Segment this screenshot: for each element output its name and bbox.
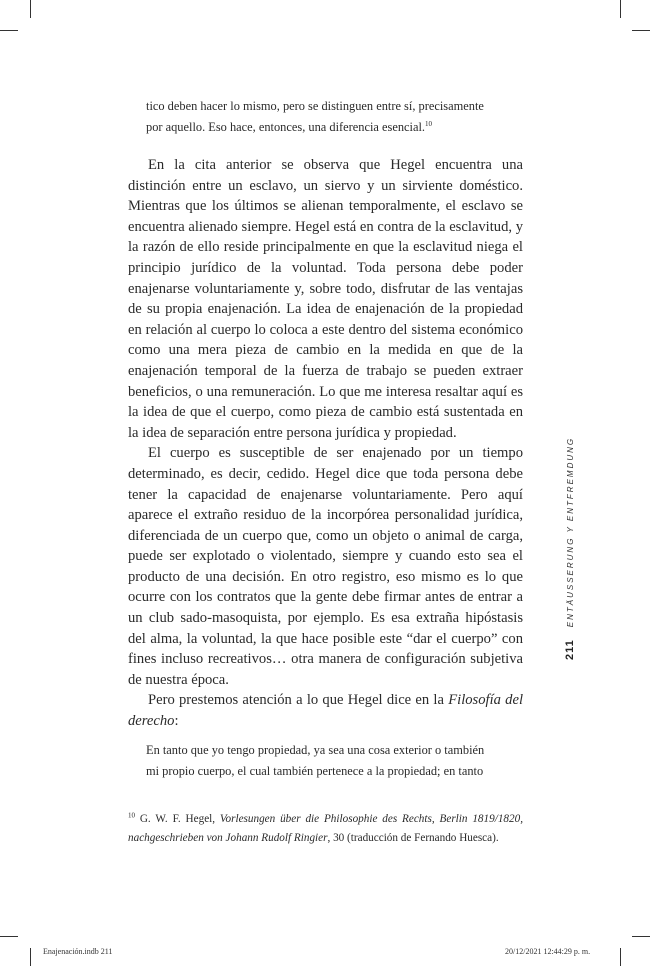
crop-mark [632,936,650,937]
footnote-rest: , 30 (traducción de Fernando Huesca). [327,832,499,844]
quote-line: mi propio cuerpo, el cual también pertenece a la propiedad; en tanto [146,764,484,778]
print-slug-date: 20/12/2021 12:44:29 p. m. [505,947,591,956]
crop-mark [620,948,621,966]
running-head [564,437,576,660]
block-quote-bottom [146,740,523,782]
crop-mark [632,30,650,31]
quote-line [146,117,523,138]
crop-mark [30,0,31,18]
block-quote-top [146,96,523,138]
footnote-number: 10 [128,811,135,820]
quote-line-text: por aquello. Eso hace, entonces, una diferencia esencial. [146,120,426,134]
paragraph [128,690,523,731]
footnote-ref[interactable]: 10 [425,119,433,128]
crop-mark [620,0,621,18]
crop-mark [0,936,18,937]
footnote-text [128,810,523,848]
crop-mark [0,30,18,31]
paragraph: El cuerpo es susceptible de ser enajenado por un tiempo determinado, es decir, cedido. Hegel dice que toda persona debe tener la capacidad de enajenarse voluntariamente. Pero aquí aparece el extraño residuo de la incorpórea personalidad jurídica, diferenciada de un cuerpo que, como un objeto o animal de carga, puede ser explotado o violentado, siempre y cuando esto sea el producto de una decisión. En otro registro, eso mismo es lo que ocurre con los contratos que la gente debe firmar antes de entrar a un club sado-masoquista, por ejemplo. Es esa extraña hipóstasis del alma, la voluntad, la que hace posible este “dar el cuerpo” con fines incluso recreativos… otra manera de configuración subjetiva de nuestra época. [128,445,523,688]
footnote [128,810,523,848]
page-number: 211 [564,639,576,660]
crop-mark [30,948,31,966]
paragraph: En la cita anterior se observa que Hegel encuentra una distinción entre un esclavo, un siervo y un sirviente doméstico. Mientras que los últimos se alienan temporalmente, el esclavo se encuentra alienado siempre. Hegel está en contra de la esclavitud, y la razón de ello reside principalmente en que la esclavitud niega el principio jurídico de la voluntad. Toda persona debe poder enajenarse voluntariamente y, sobre todo, disfrutar de las ventajas de su propia enajenación. La idea de enajenación de la propiedad en relación al cuerpo lo coloca a este dentro del sistema económico como una mera pieza de cambio en la medida en que de la enajenación temporal de la fuerza de trabajo se pueden extraer beneficios, o una remuneración. Lo que me interesa resaltar aquí es la idea de que el cuerpo, como pieza de cambio está sustentada en la idea de separación entre persona jurídica y propiedad. [128,157,523,441]
paragraph-text: Pero prestemos atención a lo que Hegel dice en la [148,692,449,709]
footnote-title: Vorlesungen über die Philosophie des Rechts, Berlin 1819/1820, nachgeschrieben von Johann Rudolf Ringier [128,813,523,844]
book-title: Filosofía del derecho [128,692,523,730]
running-title: ENTÄUSSERUNG Y ENTFREMDUNG [566,436,575,628]
paragraph-text: : [174,713,179,730]
quote-line: tico deben hacer lo mismo, pero se distinguen entre sí, precisamente [146,99,484,113]
footnote-author: G. W. F. Hegel, [135,813,220,825]
quote-line: En tanto que yo tengo propiedad, ya sea una cosa exterior o también [146,743,485,757]
print-slug-file: Enajenación.indb 211 [43,947,113,956]
body-text [128,155,523,732]
